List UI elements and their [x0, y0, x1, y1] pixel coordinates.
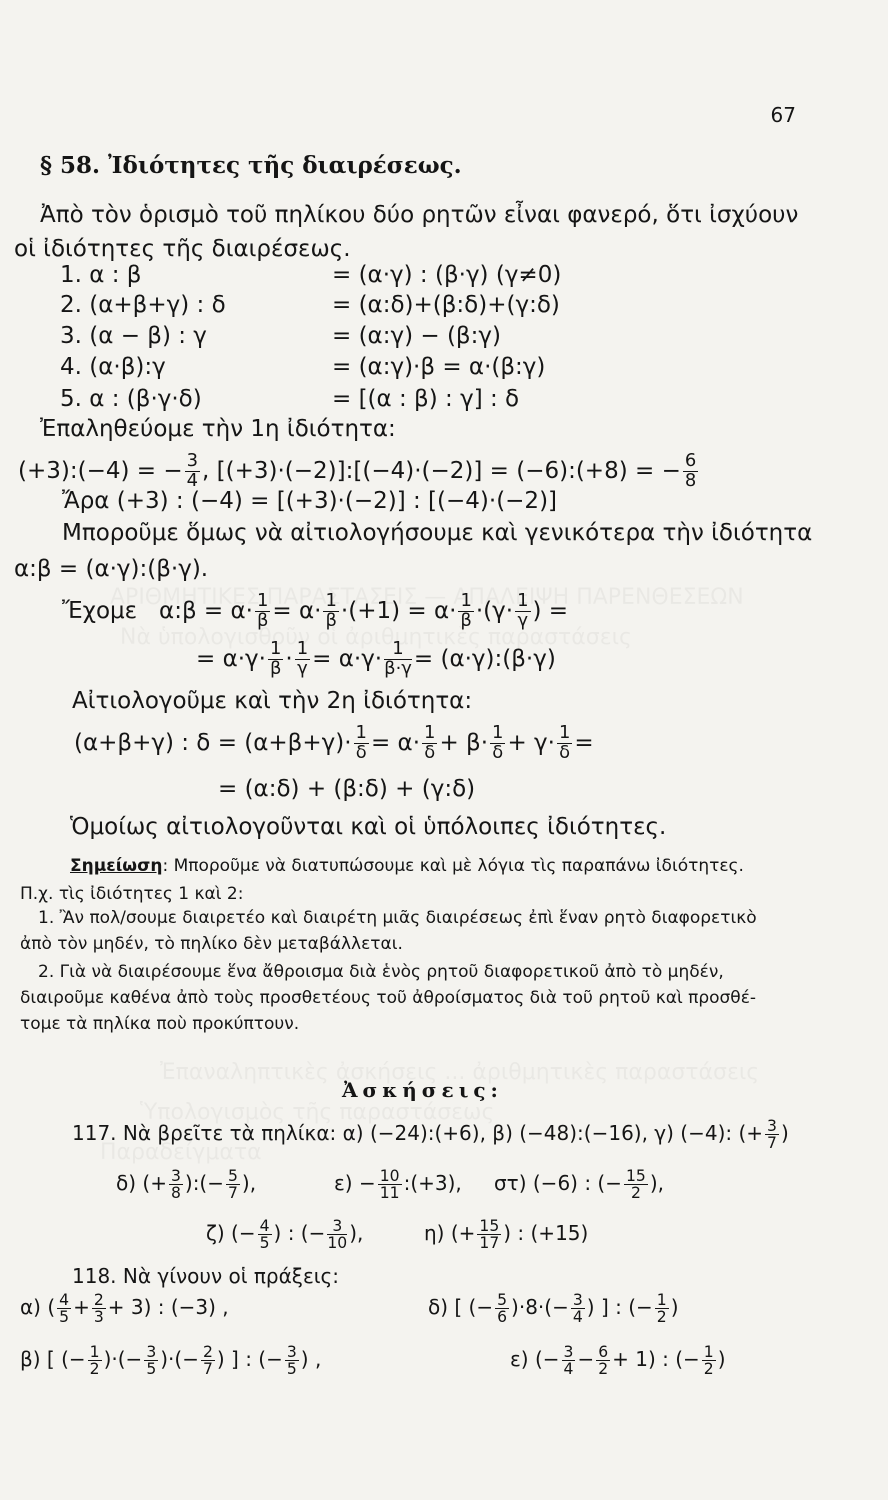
proof-label: Ἔχομε — [62, 598, 138, 624]
page-number: 67 — [770, 103, 796, 127]
intro-line: οἱ ἰδιότητες τῆς διαιρέσεως. — [14, 236, 351, 262]
equation-text: , [(+3)·(−2)]:[(−4)·(−2)] = (−6):(+8) = − — [202, 458, 681, 484]
fraction: $\frac{1}{\beta}$ — [256, 590, 269, 631]
fraction: $\frac{1}{2}$ — [656, 1290, 667, 1326]
fraction: $\frac{3}{5}$ — [146, 1342, 157, 1378]
proof-line: Ἔχομε α:β = α· $\frac{1}{\beta}$ = α· $\frac{1}{\beta}$ ·(+1) = α· $\frac{1}{\beta}$ ·(γ· $\frac{1}{\gamma}$ ) = — [62, 590, 569, 631]
exercise-118-line: β) [ (− $\frac{1}{2}$ )·(− $\frac{3}{5}$ )·(− $\frac{2}{7}$ ) ] : (− $\frac{3}{5}$ ) , — [20, 1342, 322, 1378]
proof-line: = (α:δ) + (β:δ) + (γ:δ) — [218, 776, 476, 802]
fraction: $\frac{3}{4}$ — [563, 1342, 574, 1378]
property-left: 1. α : β — [60, 262, 142, 288]
property-left: 3. (α − β) : γ — [60, 323, 207, 349]
property-left: 4. (α·β):γ — [60, 354, 166, 380]
fraction: $\frac{6}{2}$ — [598, 1342, 609, 1378]
fraction: $\frac{3}{4}$ — [572, 1290, 583, 1326]
exercise-117-line: δ) (+ $\frac{3}{8}$ ):(− $\frac{5}{7}$ ), — [116, 1166, 257, 1202]
fraction: $\frac{5}{7}$ — [228, 1166, 238, 1202]
note-line: ἀπὸ τὸν μηδέν, τὸ πηλίκο δὲν μεταβάλλεται. — [20, 934, 403, 954]
verify-heading: Ἐπαληθεύομε τὴν 1η ἰδιότητα: — [40, 416, 396, 442]
proof-line: = α·γ· $\frac{1}{\beta}$ · $\frac{1}{\gamma}$ = α·γ· $\frac{1}{\beta\cdot\gamma}$ = (α·γ):(β·γ) — [196, 638, 556, 679]
verify-conclusion: Ἄρα (+3) : (−4) = [(+3)·(−2)] : [(−4)·(−2)] — [62, 488, 558, 514]
equation-text: (+3):(−4) = − — [18, 458, 183, 484]
paragraph-line: α:β = (α·γ):(β·γ). — [14, 556, 209, 582]
property-right: = (α:γ) − (β:γ) — [332, 323, 501, 349]
note-line: 1. Ἂν πολ/σουμε διαιρετέο καὶ διαιρέτη μιᾶς διαιρέσεως ἐπὶ ἕναν ρητὸ διαφορετικὸ — [38, 908, 757, 928]
fraction: $\frac{1}{\gamma}$ — [296, 638, 309, 679]
fraction: $\frac{6}{8}$ — [684, 450, 697, 491]
property-right: = (α:δ)+(β:δ)+(γ:δ) — [332, 292, 560, 318]
note-line: Π.χ. τὶς ἰδιότητες 1 καὶ 2: — [20, 884, 244, 904]
exercise-118-line: δ) [ (− $\frac{5}{6}$ )·8·(− $\frac{3}{4}$ ) ] : (− $\frac{1}{2}$ ) — [428, 1290, 679, 1326]
fraction: $\frac{1}{\delta}$ — [558, 722, 571, 763]
fraction: $\frac{3}{10}$ — [327, 1216, 348, 1252]
proof-line: (α+β+γ) : δ = (α+β+γ)· $\frac{1}{\delta}$ = α· $\frac{1}{\delta}$ + β· $\frac{1}{\delta}$ + γ· $\frac{1}{\delta}$ = — [74, 722, 594, 763]
fraction: $\frac{1}{2}$ — [89, 1342, 100, 1378]
fraction: $\frac{2}{3}$ — [93, 1290, 104, 1326]
fraction: $\frac{5}{6}$ — [497, 1290, 508, 1326]
exercise-117-line: 117. Νὰ βρεῖτε τὰ πηλίκα: α) (−24):(+6), β) (−48):(−16), γ) (−4): (+ $\frac{3}{7}$ ) — [72, 1116, 789, 1152]
note-line: τομε τὰ πηλίκα ποὺ προκύπτουν. — [20, 1014, 300, 1034]
fraction: $\frac{4}{5}$ — [259, 1216, 270, 1252]
exercise-117-line: στ) (−6) : (− $\frac{15}{2}$ ), — [494, 1166, 664, 1202]
exercise-118-line: α) ( $\frac{4}{5}$ + $\frac{2}{3}$ + 3) : (−3) , — [20, 1290, 229, 1326]
fraction: $\frac{1}{\beta}$ — [325, 590, 337, 631]
note-line: διαιροῦμε καθένα ἀπὸ τοὺς προσθετέους τοῦ ἀθροίσματος διὰ τοῦ ρητοῦ καὶ προσθέ- — [20, 988, 757, 1008]
property-right: = (α·γ) : (β·γ) (γ≠0) — [332, 262, 562, 288]
proof2-heading: Αἰτιολογοῦμε καὶ τὴν 2η ἰδιότητα: — [72, 688, 473, 714]
fraction: $\frac{1}{\beta\cdot\gamma}$ — [384, 638, 412, 679]
property-right: = (α:γ)·β = α·(β:γ) — [332, 354, 546, 380]
fraction: $\frac{1}{\delta}$ — [424, 722, 436, 763]
fraction: $\frac{1}{2}$ — [703, 1342, 714, 1378]
fraction: $\frac{1}{\gamma}$ — [517, 590, 529, 631]
fraction: $\frac{3}{4}$ — [186, 450, 199, 491]
exercise-118-line: ε) (− $\frac{3}{4}$ − $\frac{6}{2}$ + 1) : (− $\frac{1}{2}$ ) — [510, 1342, 726, 1378]
fraction: $\frac{2}{7}$ — [202, 1342, 213, 1378]
fraction: $\frac{15}{17}$ — [479, 1216, 500, 1252]
exercise-118-intro: 118. Νὰ γίνουν οἱ πράξεις: — [72, 1264, 339, 1288]
paragraph-line: Ὁμοίως αἰτιολογοῦνται καὶ οἱ ὑπόλοιπες ἰδιότητες. — [70, 814, 667, 840]
note-label: Σημείωση — [70, 856, 163, 876]
paragraph-line: Μποροῦμε ὅμως νὰ αἰτιολογήσουμε καὶ γενικότερα τὴν ἰδιότητα — [62, 520, 813, 546]
intro-line: Ἀπὸ τὸν ὁρισμὸ τοῦ πηλίκου δύο ρητῶν εἶναι φανερό, ὅτι ἰσχύουν — [40, 202, 799, 228]
fraction: $\frac{1}{\beta}$ — [269, 638, 282, 679]
exercises-heading: Ἀσκήσεις: — [342, 1078, 503, 1102]
exercise-117-line: η) (+ $\frac{15}{17}$ ) : (+15) — [424, 1216, 589, 1252]
section-title: § 58. Ἰδιότητες τῆς διαιρέσεως. — [40, 152, 462, 179]
fraction: $\frac{3}{5}$ — [286, 1342, 297, 1378]
note-first-line — [70, 856, 744, 876]
fraction: $\frac{1}{\beta}$ — [460, 590, 472, 631]
fraction: $\frac{3}{8}$ — [170, 1166, 181, 1202]
property-left: 5. α : (β·γ·δ) — [60, 386, 202, 412]
note-line: 2. Γιὰ νὰ διαιρέσουμε ἕνα ἄθροισμα διὰ ἑνὸς ρητοῦ διαφορετικοῦ ἀπὸ τὸ μηδέν, — [38, 962, 724, 982]
property-left: 2. (α+β+γ) : δ — [60, 292, 226, 318]
exercise-117-line: ε) − $\frac{10}{11}$ :(+3), — [334, 1166, 462, 1202]
fraction: $\frac{3}{7}$ — [767, 1116, 777, 1152]
fraction: $\frac{4}{5}$ — [59, 1290, 70, 1326]
property-right: = [(α : β) : γ] : δ — [332, 386, 520, 412]
exercise-117-line: ζ) (− $\frac{4}{5}$ ) : (− $\frac{3}{10}$ ), — [206, 1216, 364, 1252]
fraction: $\frac{1}{\delta}$ — [492, 722, 504, 763]
fraction: $\frac{10}{11}$ — [379, 1166, 400, 1202]
fraction: $\frac{15}{2}$ — [625, 1166, 646, 1202]
fraction: $\frac{1}{\delta}$ — [355, 722, 367, 763]
note-text: : Μποροῦμε νὰ διατυπώσουμε καὶ μὲ λόγια τὶς παραπάνω ἰδιότητες. — [162, 856, 744, 876]
